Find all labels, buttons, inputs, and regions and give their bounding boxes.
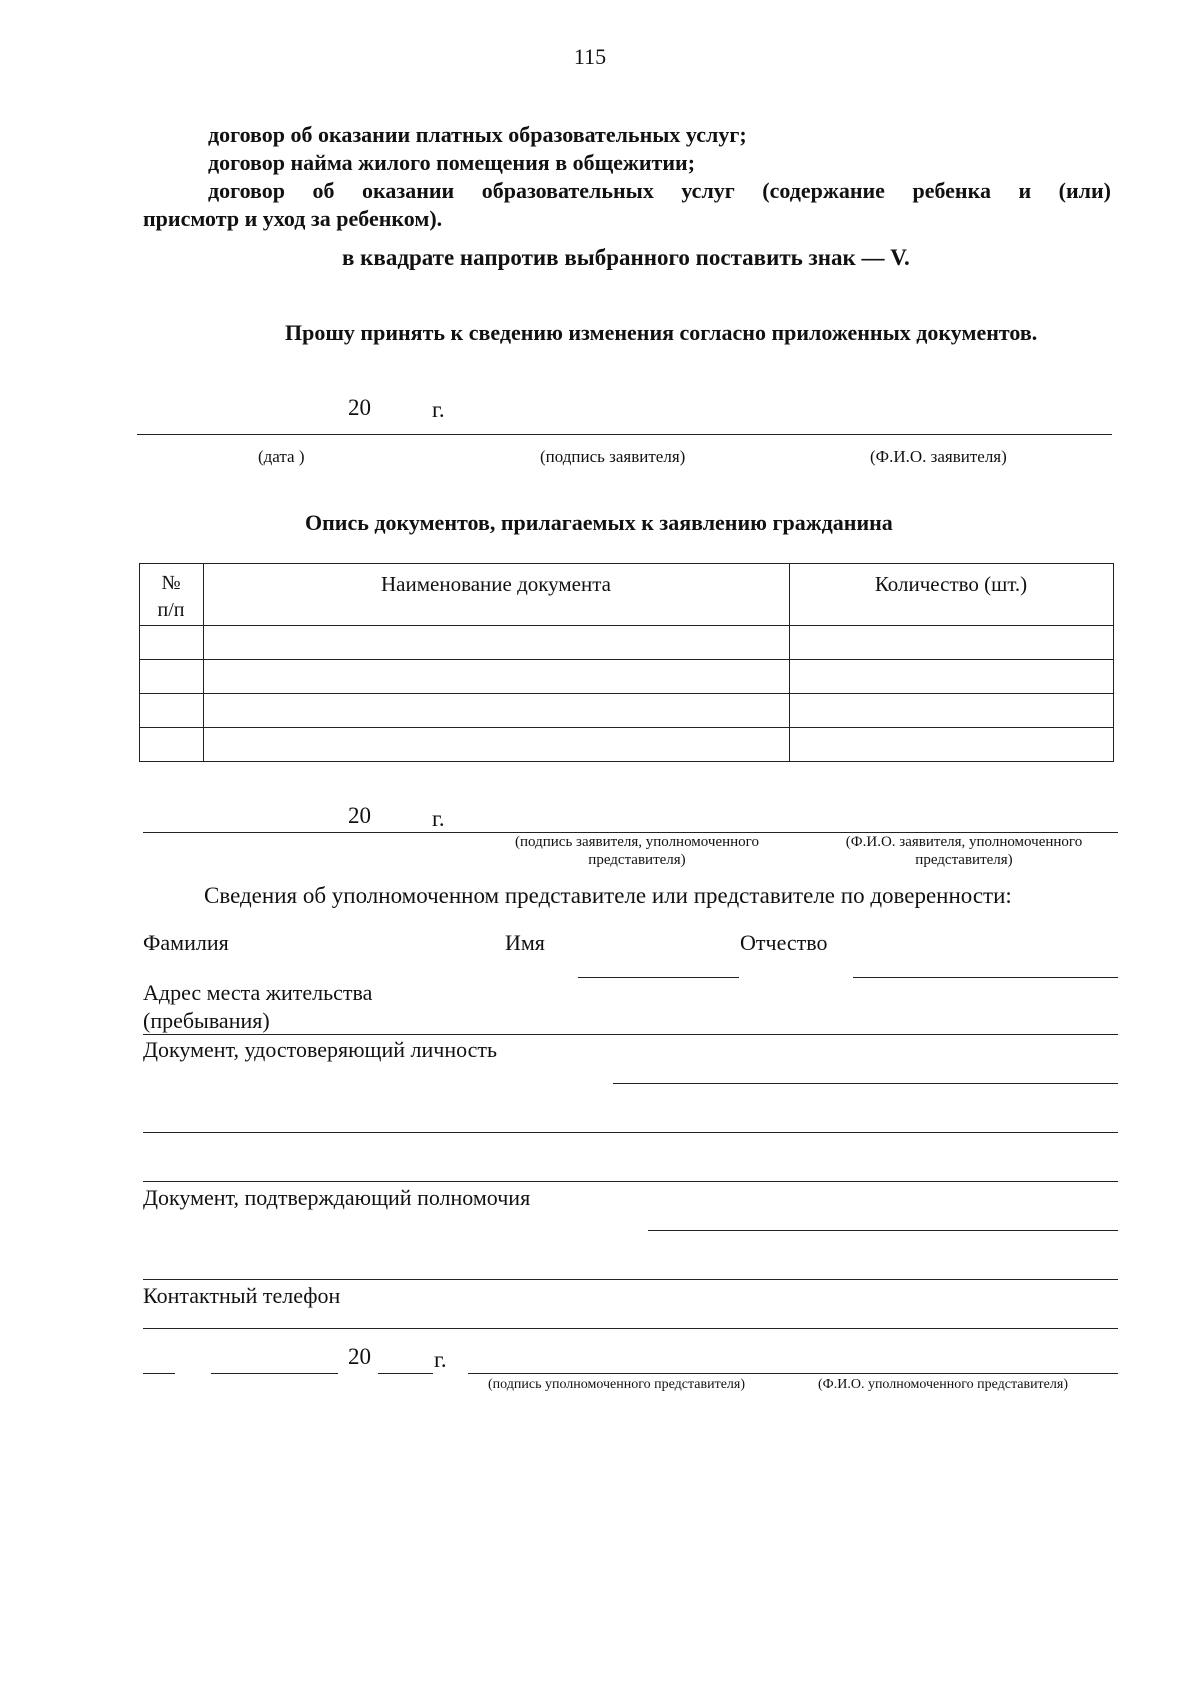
table-header-divider [139,625,1114,626]
patronymic-label: Отчество [740,930,828,955]
applicant-representative-fio-label-2: представителя) [915,852,1013,868]
separator-line [143,1181,1118,1182]
day-field-line [143,1373,175,1374]
applicant-signature-label: (подпись заявителя) [540,447,686,466]
signature-line-3 [468,1373,1118,1374]
signature-line-1 [137,434,1112,435]
representative-signature-label: (подпись уполномоченного представителя) [488,1377,745,1392]
col-header-number: № [161,572,181,594]
representative-section-title: Сведения об уполномоченном представителе или представителе по доверенности: [204,883,1012,908]
id-document-label: Документ, удостоверяющий личность [143,1037,498,1062]
applicant-representative-fio-label: (Ф.И.О. заявителя, уполномоченного [845,834,1083,850]
table-border-right [1113,563,1114,761]
address-label: Адрес места жительства [143,980,373,1005]
id-document-field-line [613,1083,1118,1084]
year-prefix-2: 20 [348,803,371,828]
year-suffix-2: г. [432,806,445,831]
table-border-top [139,563,1114,564]
surname-label: Фамилия [143,930,229,955]
request-text: Прошу принять к сведению изменения согласно приложенных документов. [285,320,1038,345]
inventory-title: Опись документов, прилагаемых к заявлению гражданина [305,510,893,535]
intro-line-paid-services: договор об оказании платных образовательных услуг; [208,122,747,147]
year-suffix-3: г. [434,1347,447,1372]
applicant-fio-label: (Ф.И.О. заявителя) [870,447,1007,466]
col-header-document-name: Наименование документа [381,572,611,596]
authority-document-field-line [648,1230,1118,1231]
authority-document-label: Документ, подтверждающий полномочия [143,1185,531,1210]
table-row-divider [139,727,1114,728]
table-row-divider [139,659,1114,660]
year-field-line [378,1373,433,1374]
table-border-bottom [139,761,1114,762]
intro-line-dormitory: договор найма жилого помещения в общежитии; [208,150,696,175]
representative-fio-label: (Ф.И.О. уполномоченного представителя) [818,1377,1068,1392]
signature-line-2 [143,832,1118,833]
year-suffix-1: г. [432,397,445,422]
checkbox-instruction: в квадрате напротив выбранного поставить знак — V. [342,245,910,270]
table-row-divider [139,693,1114,694]
col-header-number-sub: п/п [157,599,185,621]
col-header-quantity: Количество (шт.) [874,572,1028,596]
applicant-representative-signature-label: (подпись заявителя, уполномоченного [515,834,759,850]
phone-field-line [143,1328,1118,1329]
date-label: (дата ) [258,447,305,466]
name-label: Имя [505,930,545,955]
name-field-line [578,977,739,978]
patronymic-field-line [853,977,1118,978]
month-field-line [211,1373,338,1374]
address-field-line [143,1034,1118,1035]
page-number: 115 [573,44,607,69]
intro-line-educational-services: договор об оказании образовательных услуг (содержание ребенка и (или) [208,178,1111,203]
year-prefix-1: 20 [348,395,371,420]
applicant-representative-signature-label-2: представителя) [588,852,686,868]
address-label-sub: (пребывания) [143,1008,270,1033]
authority-document-field-line-2 [143,1279,1118,1280]
intro-line-childcare: присмотр и уход за ребенком). [143,206,443,231]
id-document-field-line-2 [143,1132,1118,1133]
year-prefix-3: 20 [348,1344,371,1369]
phone-label: Контактный телефон [143,1283,341,1308]
